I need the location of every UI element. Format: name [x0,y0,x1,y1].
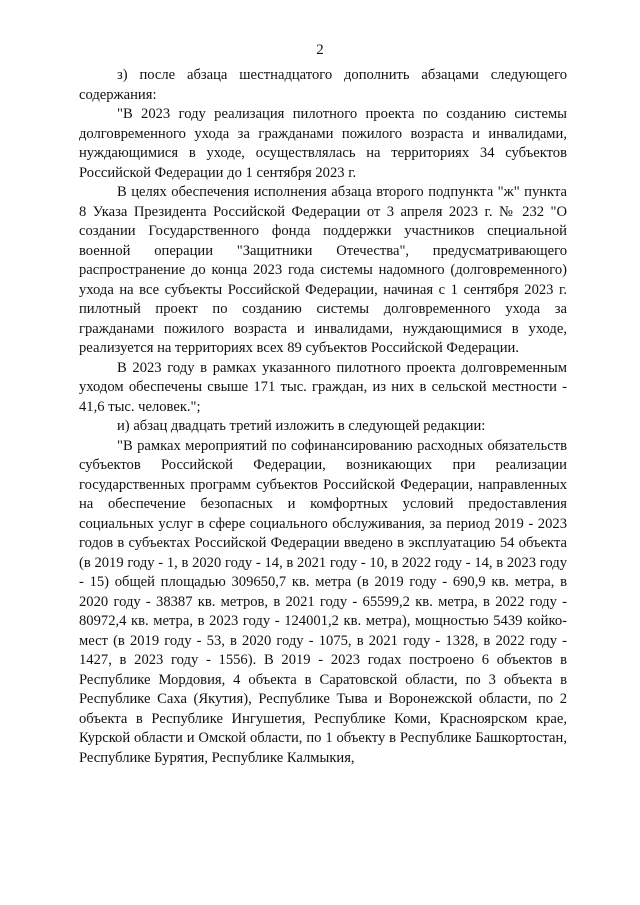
document-body [79,66,567,768]
paragraph-171-thousand: В 2023 году в рамках указанного пилотного проекта долговременным уходом обеспечены свыше 171 тыс. граждан, из них в сельской местности - 41,6 тыс. человек."; [79,359,567,415]
paragraph-z-intro: з) после абзаца шестнадцатого дополнить абзацами следующего содержания: [79,67,567,103]
paragraph-i-intro: и) абзац двадцать третий изложить в следующей редакции: [117,418,486,434]
paragraph-pilot-34-subjects: "В 2023 году реализация пилотного проекта по созданию системы долговременного ухода за гражданами пожилого возраста и инвалидами, нуждающимися в уходе, осуществлялась на территориях 34 субъектов Российской Федерации до 1 сентября 2023 г. [79,106,567,181]
paragraph-decree-232: В целях обеспечения исполнения абзаца второго подпункта "ж" пункта 8 Указа Президента Российской Федерации от 3 апреля 2023 г. № 232 "О создании Государственного фонда поддержки участников специальной военной операции "Защитники Отечества", предусматривающего распространение до конца 2023 года системы надомного (долговременного) ухода на все субъекты Российской Федерации, начиная с 1 сентября 2023 г. пилотный проект по созданию системы долговременного ухода за гражданами пожилого возраста и инвалидами, нуждающимися в уходе, реализуется на территориях всех 89 субъектов Российской Федерации. [79,184,567,356]
paragraph-cofinancing: "В рамках мероприятий по софинансированию расходных обязательств субъектов Российской Федерации, возникающих при реализации государственных программ субъектов Российской Федерации, направленных на обеспечение безопасных и комфортных условий предоставления социальных услуг в сфере социального обслуживания, за период 2019 - 2023 годов в субъектах Российской Федерации введено в эксплуатацию 54 объекта (в 2019 году - 1, в 2020 году - 14, в 2021 году - 10, в 2022 году - 14, в 2023 году - 15) общей площадью 309650,7 кв. метра (в 2019 году - 690,9 кв. метра, в 2020 году - 38387 кв. метров, в 2021 году - 65599,2 кв. метра, в 2022 году - 80972,4 кв. метра, в 2023 году - 124001,2 кв. метра), мощностью 5439 койко-мест (в 2019 году - 53, в 2020 году - 1075, в 2021 году - 1328, в 2022 году - 1427, в 2023 году - 1556). В 2019 - 2023 годах построено 6 объектов в Республике Мордовия, 4 объекта в Саратовской области, по 3 объекта в Республике Саха (Якутия), Республике Тыва и Воронежской области, по 2 объекта в Республике Ингушетия, Республике Коми, Красноярском крае, Курской области и Омской области, по 1 объекту в Республике Башкортостан, Республике Бурятия, Республике Калмыкия, [79,437,567,766]
page-number: 2 [316,42,324,58]
